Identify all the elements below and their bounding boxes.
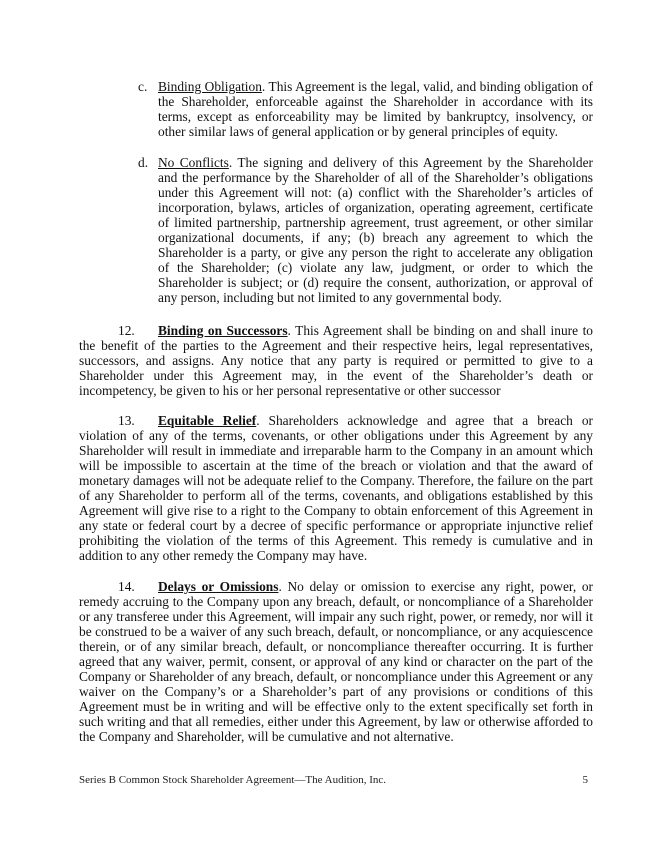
section-13-equitable-relief: [79, 413, 593, 563]
subitem-text: . This Agreement is the legal, valid, and binding obligation of the Shareholder, enforceable against the Shareholder in accordance with its terms, except as enforceability may be limited by bankruptcy, insolvency, or other similar laws of general application or by general principles of equity.: [158, 79, 593, 139]
subitem-binding-obligation: [138, 79, 593, 139]
page-footer: [79, 773, 593, 787]
subitem-label: d.: [138, 155, 149, 170]
section-heading: Equitable Relief: [158, 413, 257, 428]
section-12-binding-on-successors: [79, 323, 593, 398]
section-number: 12.: [118, 323, 135, 338]
subitem-heading: No Conflicts: [158, 155, 229, 170]
footer-document-title: Series B Common Stock Shareholder Agreement—The Audition, Inc.: [79, 774, 387, 786]
section-14-delays-or-omissions: [79, 579, 593, 744]
subitem-label: c.: [138, 79, 148, 94]
section-text: . Shareholders acknowledge and agree that a breach or violation of any of the terms, covenants, or other obligations under this Agreement by any Shareholder will result in immediate and irreparable harm to the Company in an amount which will be impossible to ascertain at the time of the breach or violation and that the award of monetary damages will not be adequate relief to the Company. Therefore, the failure on the part of any Shareholder to perform all of the terms, covenants, and obligations established by this Agreement will give rise to a right to the Company to obtain enforcement of this Agreement in any state or federal court by a decree of specific performance or appropriate injunctive relief prohibiting the violation of the terms of this Agreement. This remedy is cumulative and in addition to any other remedy the Company may have.: [79, 413, 593, 563]
section-number: 14.: [118, 579, 135, 594]
page-number: 5: [582, 774, 588, 786]
subitem-text: . The signing and delivery of this Agreement by the Shareholder and the performance by the Shareholder of all of the Shareholder’s obligations under this Agreement will not: (a) conflict with the Shareholder’s articles of incorporation, bylaws, articles of organization, operating agreement, certificate of limited partnership, partnership agreement, trust agreement, or other similar organizational documents, if any; (b) breach any agreement to which the Shareholder is a party, or give any person the right to accelerate any obligation of the Shareholder; (c) violate any law, judgment, or order to which the Shareholder is subject; or (d) require the consent, authorization, or approval of any person, including but not limited to any governmental body.: [158, 155, 593, 305]
subitem-no-conflicts: [138, 155, 593, 305]
section-text: . No delay or omission to exercise any right, power, or remedy accruing to the Company upon any breach, default, or noncompliance of a Shareholder or any transferee under this Agreement, will impair any such right, power, or remedy, nor will it be construed to be a waiver of any such breach, default, or noncompliance, or any acquiescence therein, or of any similar breach, default, or noncompliance thereafter occurring. It is further agreed that any waiver, permit, consent, or approval of any kind or character on the part of the Company or Shareholder of any breach, default, or noncompliance under this Agreement or any waiver on the Company’s or a Shareholder’s part of any provisions or conditions of this Agreement must be in writing and will be effective only to the extent specifically set forth in such writing and that all remedies, either under this Agreement, by law or otherwise afforded to the Company and Shareholder, will be cumulative and not alternative.: [79, 579, 593, 744]
section-number: 13.: [118, 413, 135, 428]
section-text: . This Agreement shall be binding on and shall inure to the benefit of the parties to the Agreement and their respective heirs, legal representatives, successors, and assigns. Any notice that any party is required or permitted to give to a Shareholder under this Agreement may, in the event of the Shareholder’s death or incompetency, be given to his or her personal representative or other successor: [79, 323, 593, 398]
section-heading: Delays or Omissions: [158, 579, 279, 594]
page-body: [79, 79, 593, 759]
subitem-heading: Binding Obligation: [158, 79, 262, 94]
section-heading: Binding on Successors: [158, 323, 288, 338]
